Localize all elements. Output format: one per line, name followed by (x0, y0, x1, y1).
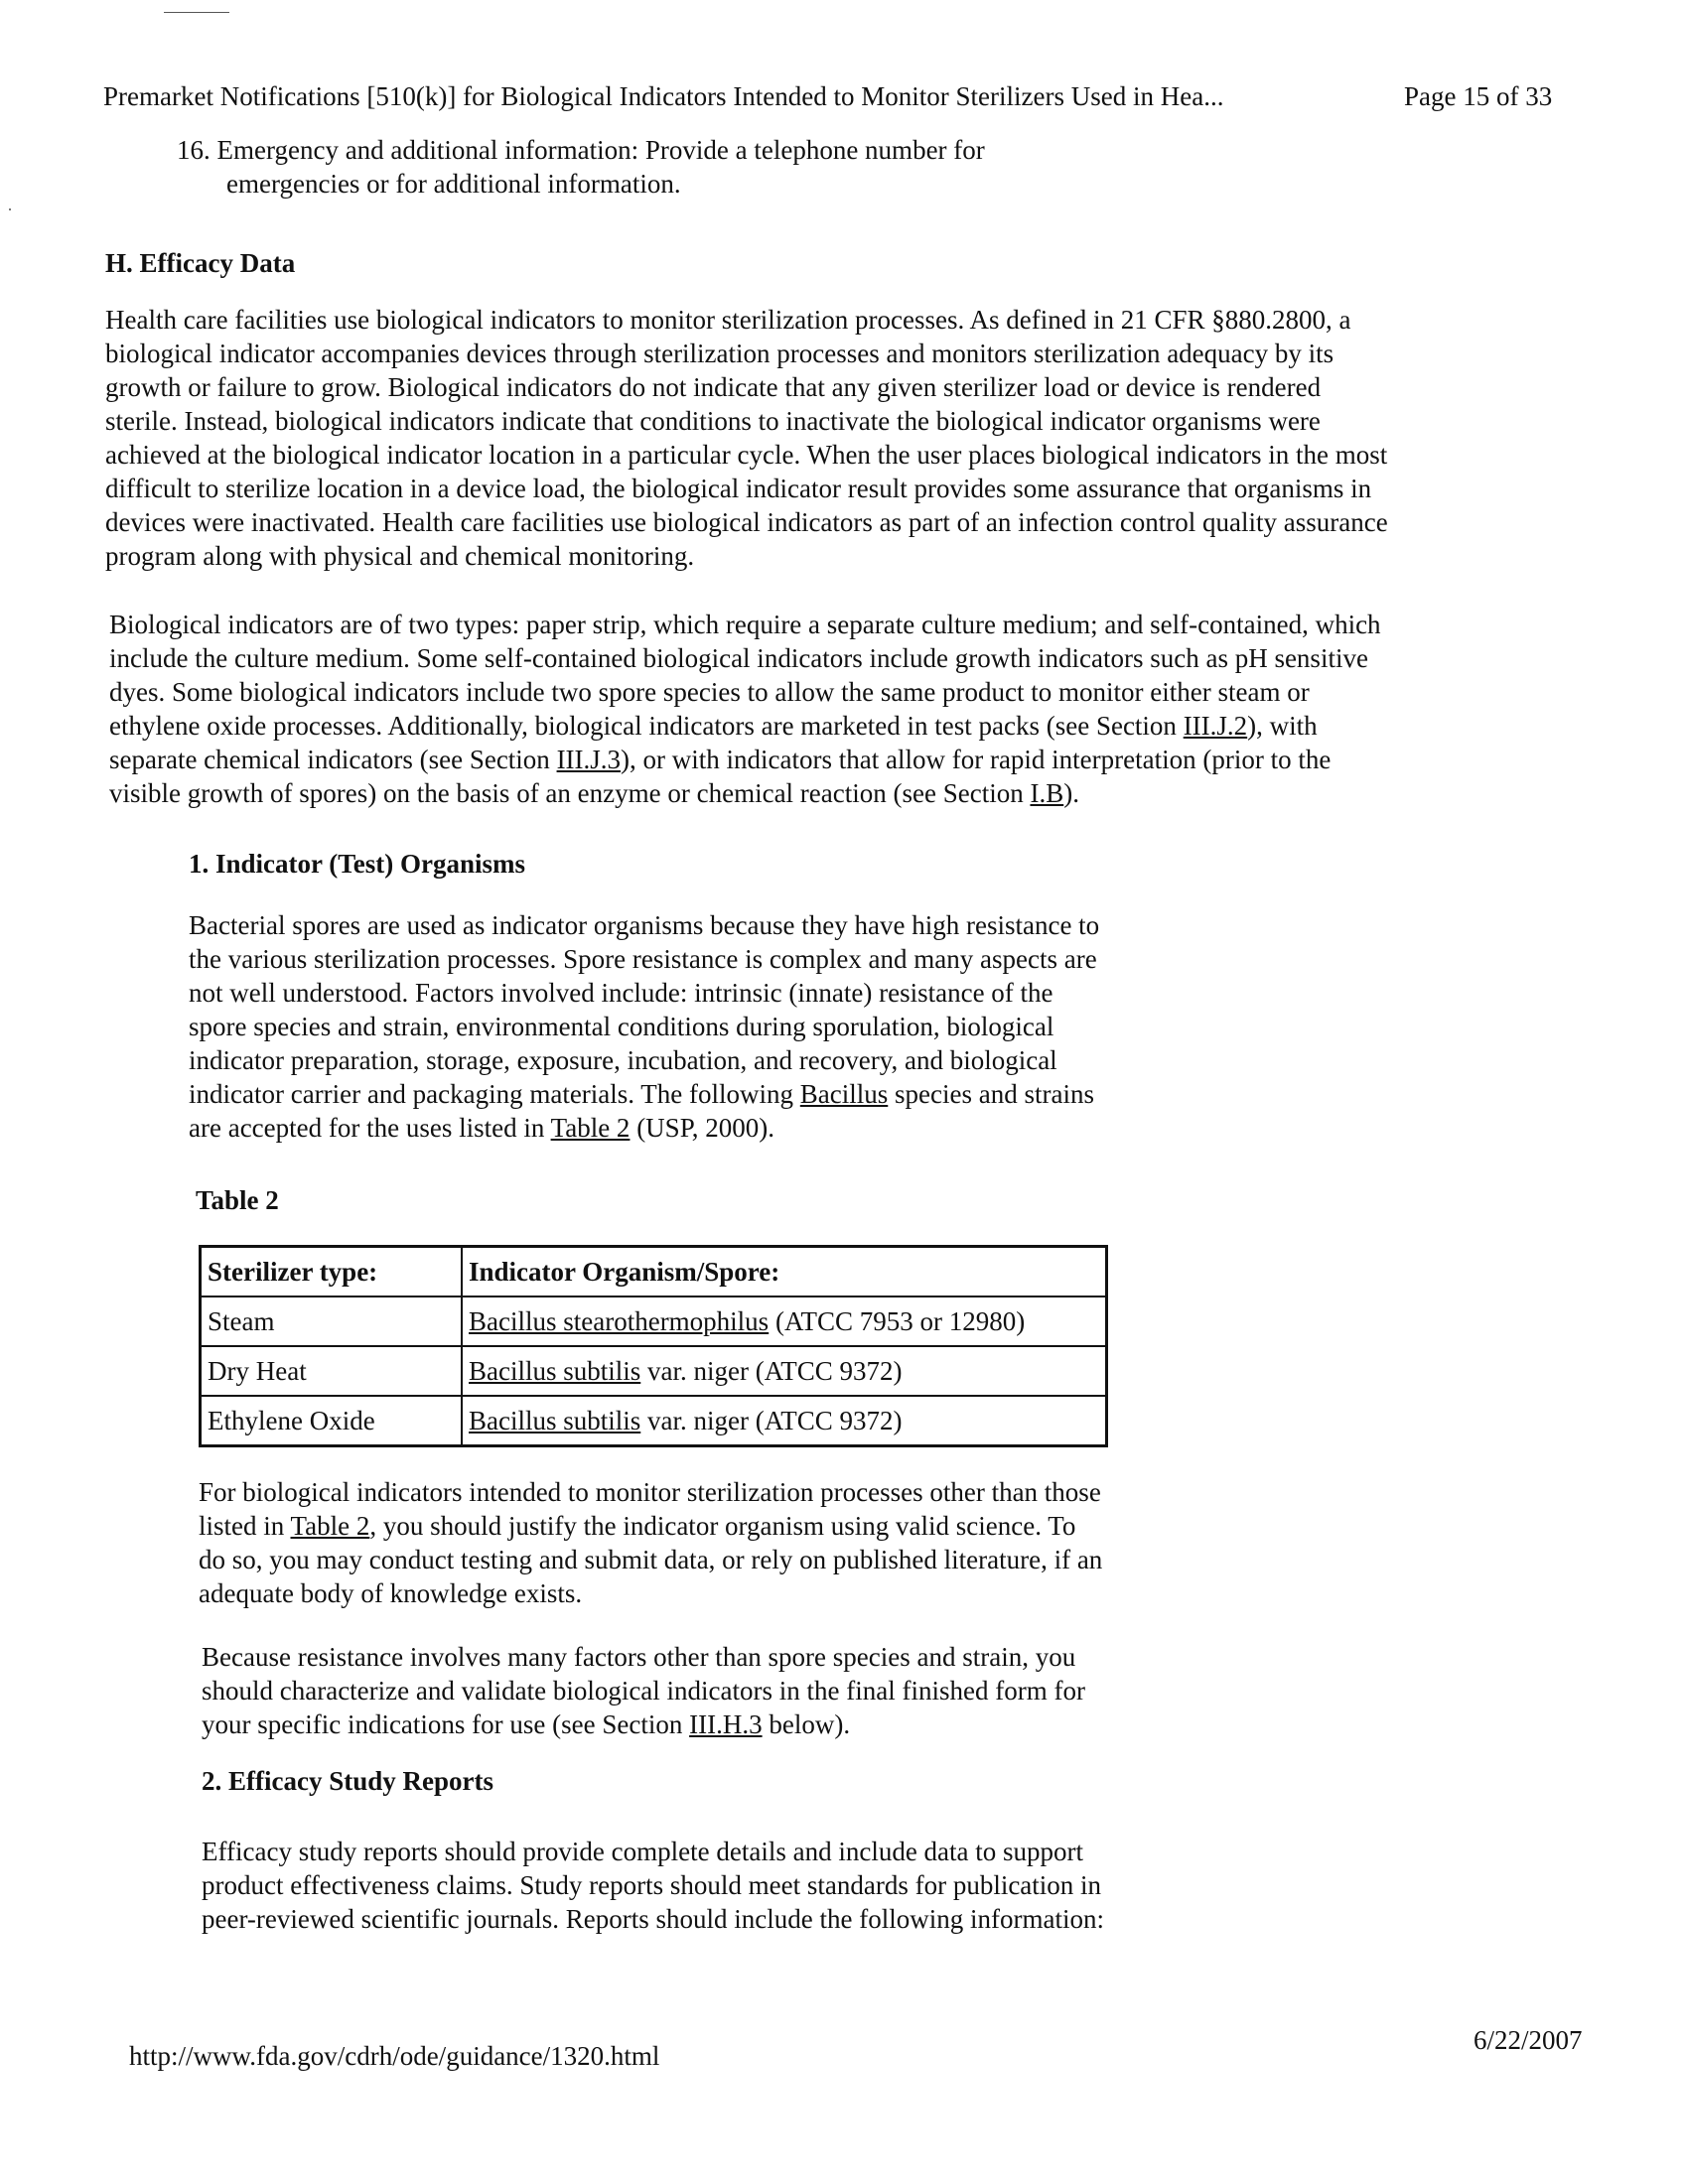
section-link-iii-h-3[interactable]: III.H.3 (689, 1709, 763, 1739)
subsection-heading-indicator-organisms: 1. Indicator (Test) Organisms (189, 849, 526, 879)
table-row (201, 1396, 1107, 1446)
text-line: separate chemical indicators (see Section (109, 745, 557, 774)
item-number: 16. (177, 135, 210, 165)
section-link-iii-j-2[interactable]: III.J.2 (1183, 711, 1248, 741)
text-line-end: ). (1063, 778, 1079, 808)
text-line-end: (USP, 2000). (630, 1113, 774, 1143)
text-line-end: ), or with indicators that allow for rapid interpretation (prior to the (621, 745, 1332, 774)
section-link-i-b[interactable]: I.B (1030, 778, 1064, 808)
cell-organism (462, 1346, 1107, 1396)
text-line: listed in (199, 1511, 291, 1541)
page-header (103, 79, 1573, 113)
text-line: Bacterial spores are used as indicator organisms because they have high resistance to (189, 910, 1100, 940)
text-line-end: below). (762, 1709, 851, 1739)
text-line: Biological indicators are of two types: paper strip, which require a separate culture medium; and self-contained, which (109, 610, 1381, 639)
organism-link[interactable]: Bacillus subtilis (469, 1356, 641, 1386)
section-link-iii-j-3[interactable]: III.J.3 (556, 745, 622, 774)
text-line: adequate body of knowledge exists. (199, 1578, 583, 1608)
text-line: your specific indications for use (see Section (202, 1709, 690, 1739)
text-line: Because resistance involves many factors other than spore species and strain, you (202, 1642, 1076, 1672)
text-line: For biological indicators intended to monitor sterilization processes other than those (199, 1477, 1101, 1507)
page-number: Page 15 of 33 (1404, 81, 1553, 111)
cell-sterilizer-type: Steam (201, 1297, 463, 1346)
bacillus-link[interactable]: Bacillus (799, 1079, 889, 1109)
table-2-link[interactable]: Table 2 (550, 1113, 631, 1143)
text-line: biological indicator accompanies devices through sterilization processes and monitors sterilization adequacy by its (105, 339, 1334, 368)
item16-line1: Emergency and additional information: Provide a telephone number for (216, 135, 985, 165)
efficacy-study-reports-paragraph (202, 1835, 1104, 1936)
footer-date: 6/22/2007 (1474, 2025, 1583, 2055)
text-line: product effectiveness claims. Study reports should meet standards for publication in (202, 1870, 1102, 1900)
text-line: peer-reviewed scientific journals. Reports should include the following information: (202, 1904, 1104, 1934)
cell-sterilizer-type: Dry Heat (201, 1346, 463, 1396)
column-header-indicator-organism: Indicator Organism/Spore: (462, 1247, 1107, 1297)
table-header-row (201, 1247, 1107, 1297)
header-title: Premarket Notifications [510(k)] for Biological Indicators Intended to Monitor Sterilizers Used in Hea... (103, 81, 1224, 111)
cell-sterilizer-type: Ethylene Oxide (201, 1396, 463, 1446)
text-line: do so, you may conduct testing and submit data, or rely on published literature, if an (199, 1545, 1103, 1574)
text-line-end: , you should justify the indicator organism using valid science. To (369, 1511, 1076, 1541)
table-followup-paragraph-1 (199, 1475, 1102, 1610)
text-line: not well understood. Factors involved include: intrinsic (innate) resistance of the (189, 978, 1053, 1008)
organism-detail: var. niger (ATCC 9372) (640, 1406, 903, 1435)
table-2 (199, 1245, 1108, 1447)
list-item-16 (177, 133, 985, 201)
footer-url: http://www.fda.gov/cdrh/ode/guidance/1320.html (129, 2041, 660, 2071)
text-line: devices were inactivated. Health care facilities use biological indicators as part of an infection control quality assurance (105, 507, 1388, 537)
efficacy-paragraph-2 (109, 608, 1381, 810)
text-line: indicator preparation, storage, exposure, incubation, and recovery, and biological (189, 1045, 1057, 1075)
text-line: indicator carrier and packaging materials. The following (189, 1079, 800, 1109)
text-line: program along with physical and chemical monitoring. (105, 541, 695, 571)
text-line: include the culture medium. Some self-contained biological indicators include growth indicators such as pH sensitive (109, 643, 1368, 673)
subsection-heading-efficacy-study-reports: 2. Efficacy Study Reports (202, 1766, 493, 1796)
organism-link[interactable]: Bacillus stearothermophilus (469, 1306, 770, 1336)
table-followup-paragraph-2 (202, 1640, 1085, 1741)
column-header-sterilizer-type: Sterilizer type: (201, 1247, 463, 1297)
text-line: Health care facilities use biological indicators to monitor sterilization processes. As defined in 21 CFR §880.2800, a (105, 305, 1351, 335)
text-line: should characterize and validate biological indicators in the final finished form for (202, 1676, 1085, 1706)
text-line: achieved at the biological indicator location in a particular cycle. When the user places biological indicators in the most (105, 440, 1388, 470)
text-line: are accepted for the uses listed in (189, 1113, 551, 1143)
table-row (201, 1346, 1107, 1396)
text-line: growth or failure to grow. Biological indicators do not indicate that any given sterilizer load or device is rendered (105, 372, 1322, 402)
text-line-end: species and strains (888, 1079, 1094, 1109)
text-line: ethylene oxide processes. Additionally, biological indicators are marketed in test packs (see Section (109, 711, 1184, 741)
cell-organism (462, 1396, 1107, 1446)
indicator-organisms-paragraph (189, 908, 1099, 1145)
organism-link[interactable]: Bacillus subtilis (469, 1406, 641, 1435)
item16-line2: emergencies or for additional information. (226, 169, 681, 199)
text-line: difficult to sterilize location in a device load, the biological indicator result provides some assurance that organisms in (105, 474, 1372, 503)
text-line: dyes. Some biological indicators include two spore species to allow the same product to monitor either steam or (109, 677, 1310, 707)
organism-detail: (ATCC 7953 or 12980) (769, 1306, 1026, 1336)
table-title: Table 2 (196, 1185, 279, 1215)
table-row (201, 1297, 1107, 1346)
text-line: visible growth of spores) on the basis of an enzyme or chemical reaction (see Section (109, 778, 1031, 808)
scan-mark (9, 208, 11, 210)
text-line: spore species and strain, environmental conditions during sporulation, biological (189, 1012, 1054, 1041)
text-line: Efficacy study reports should provide complete details and include data to support (202, 1837, 1084, 1866)
text-line-end: ), with (1247, 711, 1318, 741)
cell-organism (462, 1297, 1107, 1346)
text-line: sterile. Instead, biological indicators indicate that conditions to inactivate the biological indicator organisms were (105, 406, 1321, 436)
organism-detail: var. niger (ATCC 9372) (640, 1356, 903, 1386)
table-2-link[interactable]: Table 2 (290, 1511, 370, 1541)
section-heading-efficacy-data: H. Efficacy Data (105, 248, 296, 278)
text-line: the various sterilization processes. Spore resistance is complex and many aspects are (189, 944, 1097, 974)
top-rule (164, 12, 229, 13)
efficacy-paragraph-1 (105, 303, 1388, 573)
